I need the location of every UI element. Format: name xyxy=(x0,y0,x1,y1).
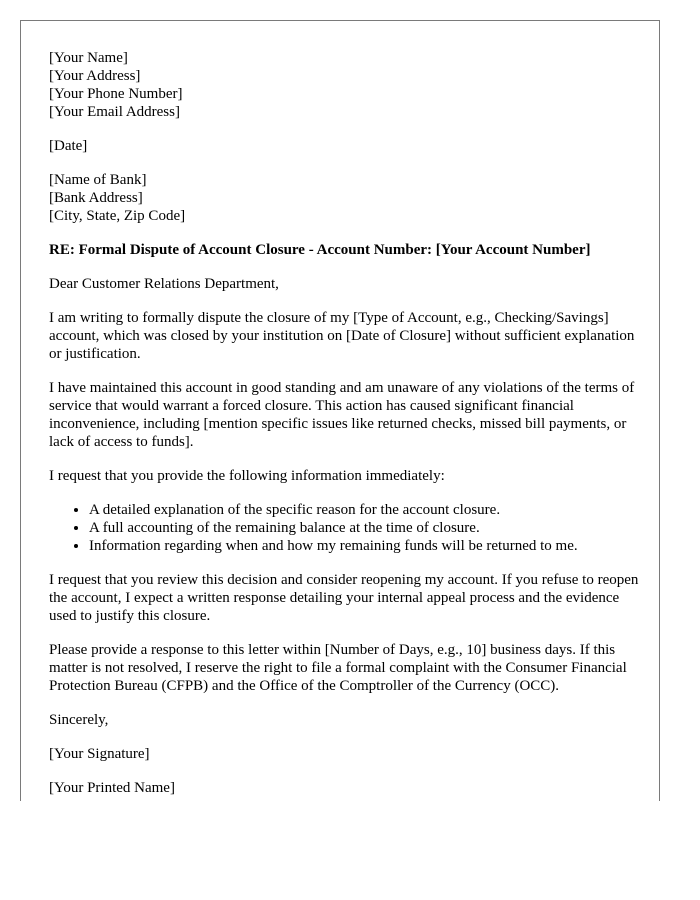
sender-phone: [Your Phone Number] xyxy=(49,86,183,102)
list-item: • A detailed explanation of the specific reason for the account closure. xyxy=(89,501,639,519)
signature: [Your Signature] xyxy=(49,746,150,762)
sender-email: [Your Email Address] xyxy=(49,104,180,120)
printed-name: [Your Printed Name] xyxy=(49,780,175,796)
letter-date: [Date] xyxy=(49,138,88,154)
subject-line: RE: Formal Dispute of Account Closure - Account Number: [Your Account Number] xyxy=(49,242,591,258)
paragraph-standing: I have maintained this account in good standing and am unaware of any violations of the terms of service that would warrant a forced closure. This action has caused significant financial inconvenience, including [mention specific issues like returned checks, missed bill payments, or lack of access to funds]. xyxy=(49,380,635,450)
request-list xyxy=(49,501,639,555)
closing: Sincerely, xyxy=(49,712,109,728)
sender-address: [Your Address] xyxy=(49,68,141,84)
list-item: • Information regarding when and how my remaining funds will be returned to me. xyxy=(89,537,639,555)
recipient-block xyxy=(49,171,639,225)
paragraph-reopen: I request that you review this decision and consider reopening my account. If you refuse to reopen the account, I expect a written response detailing your internal appeal process and the evidence used to justify this closure. xyxy=(49,572,639,624)
bank-name: [Name of Bank] xyxy=(49,172,147,188)
salutation: Dear Customer Relations Department, xyxy=(49,276,279,292)
bank-address: [Bank Address] xyxy=(49,190,143,206)
letter-content xyxy=(49,49,639,797)
letter-page xyxy=(20,20,660,801)
paragraph-deadline: Please provide a response to this letter within [Number of Days, e.g., 10] business days. If this matter is not resolved, I reserve the right to file a formal complaint with the Consumer Financial Protection Bureau (CFPB) and the Office of the Comptroller of the Currency (OCC). xyxy=(49,642,627,694)
sender-block xyxy=(49,49,639,121)
paragraph-request-intro: I request that you provide the following information immediately: xyxy=(49,468,445,484)
sender-name: [Your Name] xyxy=(49,50,128,66)
paragraph-dispute: I am writing to formally dispute the closure of my [Type of Account, e.g., Checking/Savings] account, which was closed by your institution on [Date of Closure] without sufficient explanation or justification. xyxy=(49,310,635,362)
list-item: • A full accounting of the remaining balance at the time of closure. xyxy=(89,519,639,537)
bank-city-state-zip: [City, State, Zip Code] xyxy=(49,208,186,224)
